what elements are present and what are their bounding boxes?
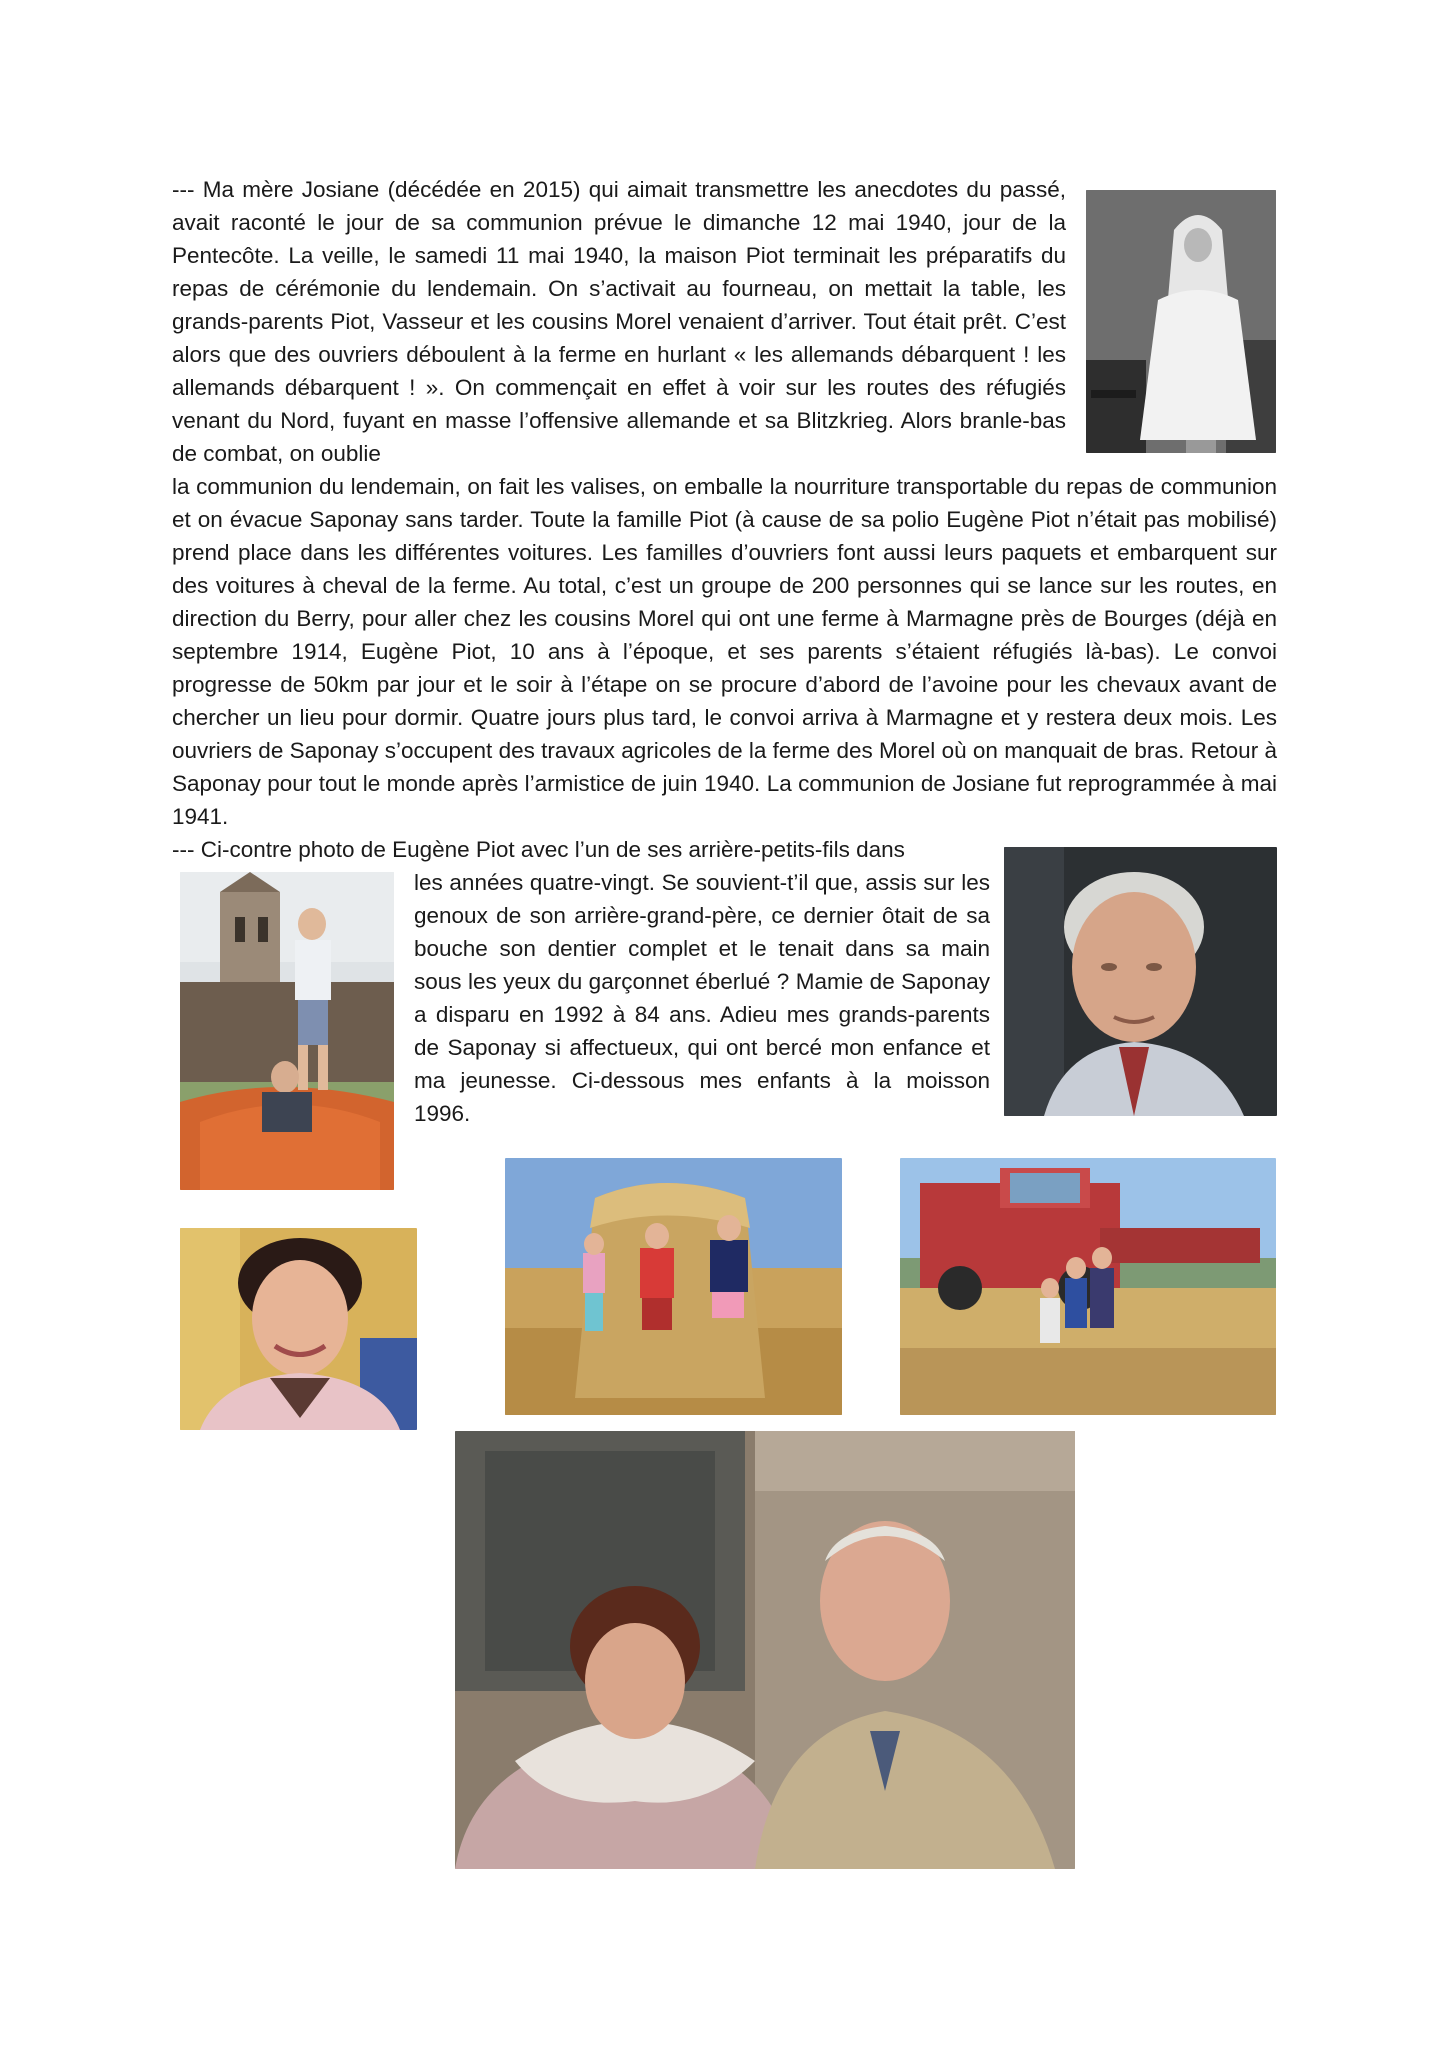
paragraph-eugene-line1: --- Ci-contre photo de Eugène Piot avec l’un de ses arrière-petits-fils dans (172, 837, 905, 862)
photo-children-combine-harvester (900, 1158, 1276, 1415)
photo-eugene-portrait (1004, 847, 1277, 1116)
photo-children-hay-bale (505, 1158, 842, 1415)
paragraph-communion-intro: --- Ma mère Josiane (décédée en 2015) qui aimait transmettre les anecdotes du passé, avait raconté le jour de sa communion prévue le dimanche 12 mai 1940, jour de la Pentecôte. La veille, le samedi 11 mai 1940, la maison Piot terminait les préparatifs du repas de cérémonie du lendemain. On s’activait au fourneau, on mettait la table, les grands-parents Piot, Vasseur et les cousins Morel venaient d’arriver. Tout était prêt. C’est alors que des ouvriers déboulent à la ferme en hurlant « les allemands débarquent ! les allemands débarquent ! ». On commençait en effet à voir sur les routes des réfugiés venant du Nord, fuyant en masse l’offensive allemande et sa Blitzkrieg. Alors branle-bas de combat, on oublie (172, 177, 1066, 466)
photo-boy-on-car (180, 872, 394, 1190)
paragraph-evacuation: la communion du lendemain, on fait les valises, on emballe la nourriture transportable du repas de communion et on évacue Saponay sans tarder. Toute la famille Piot (à cause de sa polio Eugène Piot n’était pas mobilisé) prend place dans les différentes voitures. Les familles d’ouvriers font aussi leurs paquets et embarquent sur des voitures à cheval de la ferme. Au total, c’est un groupe de 200 personnes qui se lance sur les routes, en direction du Berry, pour aller chez les cousins Morel qui ont une ferme à Marmagne près de Bourges (déjà en septembre 1914, Eugène Piot, 10 ans à l’époque, et ses parents s’étaient réfugiés là-bas). Le convoi progresse de 50km par jour et le soir à l’étape on se procure d’abord de l’avoine pour les chevaux avant de chercher un lieu pour dormir. Quatre jours plus tard, le convoi arriva à Marmagne et y restera deux mois. Les ouvriers de Saponay s’occupent des travaux agricoles de la ferme des Morel où on manquait de bras. Retour à Saponay pour tout le monde après l’armistice de juin 1940. La communion de Josiane fut reprogrammée à mai 1941. (172, 474, 1277, 829)
photo-grandmother-portrait (180, 1228, 417, 1430)
paragraph-eugene-rest: les années quatre-vingt. Se souvient-t’il que, assis sur les genoux de son arrière-grand-père, ce dernier ôtait de sa bouche son dentier complet et le tenait dans sa main sous les yeux du garçonnet éberlué ? Mamie de Saponay a disparu en 1992 à 84 ans. Adieu mes grands-parents de Saponay si affectueux, qui ont bercé mon enfance et ma jeunesse. Ci-dessous mes enfants à la moisson 1996. (414, 870, 990, 1126)
photo-grandparents-couple (455, 1431, 1075, 1869)
photo-communion-girl (1086, 190, 1276, 453)
